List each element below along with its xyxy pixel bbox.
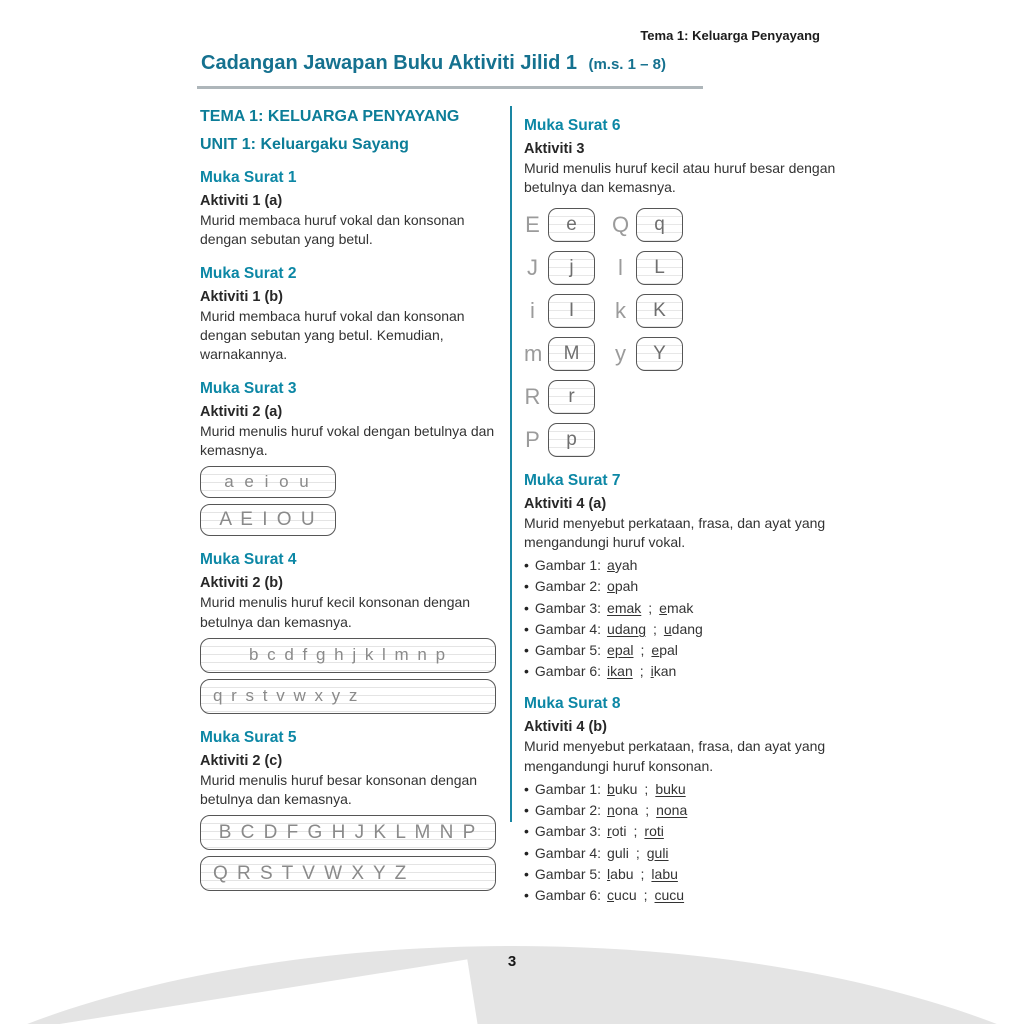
bullet-icon: • (524, 886, 529, 903)
trace-letters: a e i o u (224, 472, 312, 492)
activity-label: Aktiviti 3 (524, 141, 585, 157)
activity-label: Aktiviti 4 (a) (524, 495, 607, 512)
trace-box (636, 208, 683, 242)
trace-letters: A E I O U (219, 509, 317, 531)
page-title-text: Cadangan Jawapan Buku Aktiviti Jilid 1 (201, 52, 578, 74)
prompt-letter: E (525, 211, 540, 237)
bullet-icon: • (524, 823, 529, 840)
section-title: Muka Surat 4 (200, 551, 297, 569)
prompt-letter: i (530, 297, 535, 323)
prompt-letter: k (615, 297, 626, 323)
letter-pair (612, 337, 698, 371)
trace-box (548, 251, 595, 285)
left-column (200, 104, 500, 897)
activity-label: Aktiviti 2 (b) (200, 575, 283, 592)
section-title: Muka Surat 3 (200, 379, 297, 397)
page-title (201, 52, 666, 75)
page-title-suffix: (m.s. 1 – 8) (588, 56, 667, 73)
bullet-icon: • (524, 620, 529, 637)
title-underline (197, 86, 703, 89)
answer-letter: p (566, 429, 577, 451)
trace-letters: Q R S T V W X Y Z (213, 862, 409, 884)
section-muka-surat-2 (200, 265, 500, 365)
activity-label: Aktiviti 4 (b) (524, 719, 607, 736)
section-title: Muka Surat 2 (200, 264, 297, 282)
prompt-letter: J (527, 254, 538, 280)
letter-pair (524, 208, 610, 242)
activity-description: Murid membaca huruf vokal dan konsonan dengan sebutan yang betul. (200, 212, 465, 248)
answer-letter: j (569, 257, 574, 279)
trace-box (548, 337, 595, 371)
answer-letter: I (568, 300, 575, 322)
letter-pair (524, 337, 610, 371)
section-title: Muka Surat 6 (524, 117, 621, 134)
activity-description: Murid menyebut perkataan, frasa, dan ayat yang mengandungi huruf vokal. (524, 514, 826, 550)
running-header: Tema 1: Keluarga Penyayang (640, 28, 820, 43)
trace-box-consonants-lowercase-2 (200, 679, 496, 714)
prompt-letter: P (525, 426, 540, 452)
activity-description: Murid menulis huruf besar konsonan dengan betulnya dan kemasnya. (200, 771, 478, 808)
list-item: • Gambar 5: epal ; epal (524, 642, 678, 658)
letter-pair (612, 251, 698, 285)
section-muka-surat-4 (200, 551, 500, 714)
answer-letter: q (654, 214, 665, 236)
trace-box-consonants-uppercase-2 (200, 856, 496, 891)
prompt-letter: l (618, 254, 623, 280)
list-item: • Gambar 1: ayah (524, 557, 638, 574)
bullet-icon: • (524, 557, 529, 574)
list-item: • Gambar 1: buku ; buku (524, 781, 686, 797)
list-item: • Gambar 6: ikan ; ikan (524, 663, 677, 680)
list-item: • Gambar 2: opah (524, 578, 639, 595)
bullet-icon: • (524, 578, 529, 595)
column-divider (510, 106, 512, 822)
tema-heading: TEMA 1: KELUARGA PENYAYANG (200, 108, 460, 125)
answer-list (524, 556, 856, 680)
letter-pair (524, 251, 610, 285)
prompt-letter: Q (612, 211, 630, 237)
answer-letter: L (654, 257, 665, 279)
bullet-icon: • (524, 663, 529, 680)
page-number: 3 (507, 953, 517, 970)
list-item: • Gambar 4: udang ; udang (524, 620, 703, 637)
answer-list (524, 780, 856, 904)
trace-box-consonants-lowercase-1 (200, 638, 496, 673)
letter-pair (524, 423, 610, 457)
trace-letters: B C D F G H J K L M N P (218, 821, 478, 843)
trace-letters: q r s t v w x y z (213, 686, 360, 706)
answer-letter: r (568, 386, 575, 408)
letter-pair (612, 294, 698, 328)
list-item: • Gambar 3: emak ; emak (524, 599, 694, 616)
bullet-icon: • (524, 802, 529, 819)
right-column (524, 102, 856, 907)
section-title: Muka Surat 7 (524, 471, 621, 489)
answer-letter: M (563, 343, 580, 365)
trace-box-vowels-uppercase (200, 504, 336, 536)
section-muka-surat-3 (200, 380, 500, 537)
activity-label: Aktiviti 2 (c) (200, 752, 283, 769)
trace-box (548, 380, 595, 414)
activity-description: Murid menulis huruf vokal dengan betulnya dan kemasnya. (200, 422, 495, 458)
activity-description: Murid menulis huruf kecil konsonan dengan betulnya dan kemasnya. (200, 594, 471, 630)
activity-label: Aktiviti 2 (a) (200, 403, 283, 420)
answer-letter: K (653, 300, 666, 322)
letter-pair (524, 380, 610, 414)
answer-letter: e (566, 214, 577, 236)
bullet-icon: • (524, 865, 529, 882)
activity-description: Murid menulis huruf kecil atau huruf besar dengan betulnya dan kemasnya. (524, 160, 836, 196)
prompt-letter: R (524, 383, 541, 409)
trace-box (636, 294, 683, 328)
answer-letter: Y (653, 343, 666, 365)
activity-description: Murid menyebut perkataan, frasa, dan ayat yang mengandungi huruf konsonan. (524, 738, 826, 774)
section-title: Muka Surat 5 (200, 728, 297, 746)
trace-box (636, 337, 683, 371)
bullet-icon: • (524, 642, 529, 658)
section-title: Muka Surat 1 (200, 169, 297, 186)
list-item: • Gambar 6: cucu ; cucu (524, 886, 685, 903)
unit-heading: UNIT 1: Keluargaku Sayang (200, 136, 409, 153)
section-muka-surat-6 (524, 117, 856, 457)
prompt-letter: y (615, 340, 626, 366)
activity-label: Aktiviti 1 (b) (200, 288, 283, 305)
letter-pair (524, 294, 610, 328)
section-muka-surat-1 (200, 169, 500, 250)
activity-description: Murid membaca huruf vokal dan konsonan dengan sebutan yang betul. Kemudian, warnakannya. (200, 307, 465, 363)
letter-pair (612, 208, 698, 242)
trace-box-consonants-uppercase-1 (200, 815, 496, 850)
section-muka-surat-5 (200, 729, 500, 892)
activity-label: Aktiviti 1 (a) (200, 193, 283, 209)
bullet-icon: • (524, 781, 529, 797)
list-item: • Gambar 5: labu ; labu (524, 865, 678, 882)
section-title: Muka Surat 8 (524, 695, 621, 713)
bullet-icon: • (524, 844, 529, 861)
list-item: • Gambar 4: guli ; guli (524, 844, 669, 861)
trace-box (548, 208, 595, 242)
bullet-icon: • (524, 599, 529, 616)
trace-box (548, 294, 595, 328)
list-item: • Gambar 2: nona ; nona (524, 802, 688, 819)
section-muka-surat-8 (524, 695, 856, 904)
section-muka-surat-7 (524, 472, 856, 681)
trace-box (548, 423, 595, 457)
trace-letters: b c d f g h j k l m n p (248, 645, 448, 665)
trace-box-vowels-lowercase (200, 466, 336, 498)
prompt-letter: m (524, 340, 543, 366)
letter-pair-grid (524, 208, 856, 457)
trace-box (636, 251, 683, 285)
list-item: • Gambar 3: roti ; roti (524, 823, 664, 840)
